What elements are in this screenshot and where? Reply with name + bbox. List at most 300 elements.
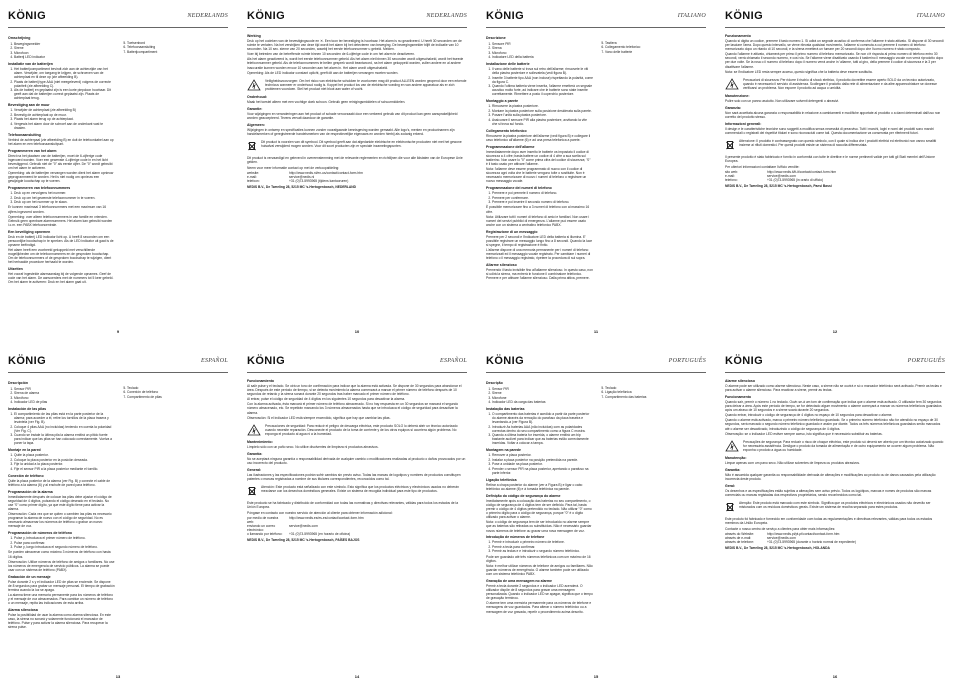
paragraph: O alarme pode ser utilizado como alarme silencioso. Neste caso, a sirene não se ouvirá e só o marcador telefónico será activado. Premir as teclas e para activar o alarme silencioso. Para reactivar a sirene, premir as teclas. — [725, 383, 942, 393]
paragraph: Premere per 2 secondi e l'indicatore LED della batteria si illumina. E' possibile registrare un messaggio lungo fino a 8 secondi. Quando la luce si spegne, il tempo di registrazione è finito. — [486, 234, 593, 247]
page-header — [8, 10, 228, 28]
paragraph: La alarma tiene una memoria permanente para los números de teléfono y el mensaje de voz almacenados. Para cambiar un número de teléfono o un mensaje, repita las indicaciones de esta arriba. — [8, 593, 114, 606]
manual-page — [0, 0, 236, 340]
contact-value: http://www.nedis.it/it-it/contact/contact-form.htm — [767, 169, 837, 174]
numbered-list — [492, 42, 593, 60]
paragraph: Non sarà accettata alcuna garanzia o responsabilità in relazione a cambiamenti e modifiche apportate al prodotto o a danni determinati dall'uso non corretto del prodotto stesso. — [725, 111, 941, 120]
section-heading: Ligação telefónica — [486, 477, 517, 482]
page-number: 14 — [354, 674, 360, 679]
list-item: 2. Sirene — [14, 46, 115, 50]
list-item: 2. Premir a tecla para confirmar. — [492, 545, 593, 549]
section-heading: Alarme silencioso — [725, 378, 755, 383]
section-heading: Funcionamiento — [247, 378, 275, 383]
paragraph: È possibile memorizzare fino a 3 numeri di telefono con al massimo 16 cifre. — [486, 205, 590, 214]
list-item: 1. Pulse y, introduzca el primer número de teléfono. — [14, 536, 115, 540]
paragraph: Opmerking: voer alleen telefoonnummers in van familie en vrienden. Gebruik geen openbare alarmnummers. Het alarm kan gebruikt worden i.c.m. een PABX telefooncentrale. — [8, 214, 113, 227]
contact-value: service@nedis.com — [289, 523, 318, 528]
electric-hazard-icon — [247, 79, 261, 91]
paragraph: Het vooraf ingestelde alarmaanslag bij de volgende opnames. Geef de code van het alarm. De aanvoerders met de nummers tot 5 keer gebeld. Om het alarm te activeren: Druk en het alarm gaat uit. — [8, 272, 114, 285]
contact-label: e-mail: — [247, 174, 257, 179]
paragraph: Imediatamente após a colocação das baterias no seu compartimento, o código de segurança de 4 dígitos tem de ser definido. Para tal, basta premir o código de 4 dígitos pretendido no teclado. Não utilizar "0" como o primeiro dígito para o código de segurança, porque "0" é o dígito utilizado para activar o alarme. — [486, 498, 592, 520]
paragraph: Rimuovere la piastra posteriore dell'allarme (vedi figura B) e collegare il cavo telefonico all'allarme (6) e ad una presa telefonica a parete. — [486, 133, 591, 142]
right-column — [121, 34, 228, 286]
page-header — [247, 10, 467, 28]
paragraph: Direct na het plaatsen van de batterijen, moet de 6-cijferige code ingevoerd worden. Voer een gewenste 4-cijferige code in en het licht bevestiggend. Gebruik niet de "0" als eerste cijfer. De "0" wordt gebruikt om het alarm te activeren. — [8, 153, 113, 171]
list-item: 7. Vano delle batterie — [605, 50, 706, 54]
company-address: NEDIS B.V., De Tweeling 28, 5215 MC 's-Hertogenbosch, NEDERLAND — [247, 184, 357, 189]
section-heading: Manutenção: — [725, 456, 747, 461]
contact-value: +31 (0)73-5993965 (en horario de oficina) — [289, 532, 351, 537]
list-item: 5. Tastiera — [605, 41, 706, 45]
numbered-list — [14, 387, 115, 405]
page-body — [247, 379, 467, 542]
paragraph: Als het alarm geactiveerd is, wordt het eerste telefoonnummer gebeld. Als het alarm niet binnen 30 seconden wordt uitgeschakeld, wordt het tweede telefoonnummer gebeld. Als de telefoonnummers te bellen gesprek wordt beantwoord, na het alarm gekoppeld worden, zullen andere en al andere inaccuratie kunnen worden ervoor 10 seconden aan het alarm in. Het alarm wordt uitgeschakeld. — [247, 57, 464, 70]
section-heading: General: — [247, 467, 262, 472]
numbered-list — [127, 386, 228, 399]
electric-hazard-icon — [247, 424, 261, 436]
paragraph: Observación: Cada vez que se quiten o cambien las pilas es necesario programar la alarma de nuevo con el código de seguridad. No es necesario almacenar los números de teléfono o grabar un nuevo mensaje de voz. — [8, 512, 112, 529]
section-heading: Gravação de uma mensagem no alarme — [486, 578, 552, 583]
page-header — [8, 355, 228, 373]
list-item: 2. Druk op om het gewenste telefoonnummer in te voeren. — [14, 196, 115, 200]
numbered-list — [14, 108, 115, 130]
brand-name: KÖNIG — [486, 10, 525, 22]
list-item: 4. Indicatore LED della batteria — [492, 55, 593, 59]
list-item: 2. Bevestig de achterplaat op de muur. — [14, 113, 115, 117]
section-heading: Garanzia: — [725, 106, 741, 110]
list-item: 1. Premir e introduzir o primeiro número de telefone. — [492, 540, 593, 544]
list-item: 1. Sensore PIR — [492, 42, 593, 46]
paragraph: Pode ser guardado até três números telefónicos com um máximo de 16 dígitos. — [486, 554, 591, 563]
paragraph: Observación: Si el indicador LED está siempre encendido, significa que hay que cambiar las pilas. — [247, 415, 391, 420]
brand-logo — [8, 355, 46, 369]
section-heading: Instalação das baterias — [486, 406, 525, 411]
language-label: ESPAÑOL — [201, 358, 228, 364]
contact-value: service@nedis.com — [767, 535, 796, 540]
numbered-list — [605, 41, 706, 54]
paragraph: Quite la placa posterior de la alarma (ver Fig. B) y conecte el cable de teléfono a la alarma (6) y al enchufe de pared para teléfono. — [8, 478, 111, 487]
section-heading: Programmeren van telefoonnummers — [8, 186, 71, 191]
list-item: 3. Micrófono — [14, 396, 115, 400]
paragraph: Wijzigingen in ontwerp en specificaties kunnen zonder voorafgaande kennisgeving worden gemaakt. Alle logo's, merken en productnamen zijn handelsmerken of geregistreerde handelsmerken van de respectievelijke eigenaars en worden hierbij als zodanig erkend. — [247, 128, 455, 137]
contact-label: telefono: — [725, 177, 738, 182]
list-item: 3. Pulse y, luego introduzca el segundo número de teléfono. — [14, 545, 115, 549]
contact-value: service@nedis.com — [767, 173, 796, 178]
paragraph: Voer bij betreden van de betreffende ruimte binnen 10 seconden de 6-cijferige code in om het alarm te deactiveren. — [247, 52, 416, 57]
paragraph: Os desenhos e as especificações estão sujeitos a alterações sem aviso prévio. Todos os logótipos, marcas e nomes de produtos são marcas comerciais ou marcas registadas dos respectivos proprietários, sendo reconhecidos como tal. — [725, 489, 932, 498]
section-heading: Programmazione dell'allarme — [486, 144, 535, 149]
manual-page — [478, 0, 714, 340]
list-item: 4. Prender o sensor PIR na placa posterior, apertando o parafuso na parte inferior. — [492, 467, 593, 475]
left-column — [486, 379, 593, 615]
section-heading: Bevestiging aan de muur — [8, 103, 50, 108]
contact-label: sito web: — [725, 169, 739, 174]
paragraph: Quando si digita un codice, premere il tasto numero 1. Si udirà un segnale acustico di conferma che l'allarme è stato attivato. Si dispone di 30 secondi per lasciare l'area. Dopo questo intervallo, se viene rilevata qualsiasi movimento, l'allarme si commuta a cui premere il numero di telefono memorizzato dopo un ritardo di 10 secondi, e la sirena emetterà un fumare per 20 secondi dopo che l'uomo numero è stato composto. — [725, 38, 944, 52]
paragraph: Este producto se ha fabricado y distribuido de conformidad con todas las normativas y directivas relevantes, válidas para todos los estados de la Unión Europea. — [247, 501, 459, 510]
section-heading: Collegamento telefonico — [486, 128, 527, 133]
section-heading: Montaje en la pared — [8, 448, 41, 453]
language-label: NEDERLANDS — [426, 13, 467, 19]
list-item: 3. Premere e poi inserire il secondo numero di telefono. — [492, 200, 593, 204]
company-address: NEDIS B.V., De Tweeling 28, 5215 MC 's-Hertogenbosch, PAÍSES BAJOS — [247, 537, 360, 542]
paragraph: Contacte o nosso centro de serviço a clientes para obter mais informações: — [725, 526, 836, 531]
warning-text: Precauciones de seguridad: Para reducir el peligro de descarga eléctrica, este producto SOLO lo deberá abrir un técnico autorizado cuando necesite reparación. Desconecte el producto de la toma de corriente y de los otros equipos si ocurriera algún problema. No exponga el producto al agua ni a la humedad. — [265, 423, 458, 437]
brand-logo — [486, 355, 524, 369]
numbered-list — [605, 386, 706, 399]
warning-text: Precauzioni di sicurezza: Per ridurre il rischio di shock elettrico, il prodotto dovrebbe essere aperto SOLO da un tecnico autorizzato, quando è necessario il servizio di assistenza. Scollegare il prodotto dalla rete di alimentazione e da altre apparecchiature se dovesse verificarsi un problema. Non esporre il prodotto ad acqua o umidità. — [743, 77, 937, 91]
paragraph: Se pueden almacenar como máximo 3 números de teléfono con hasta 16 dígitos. — [8, 550, 111, 559]
list-item: 6. Collegamento telefonico — [605, 45, 706, 49]
section-heading: Garantia: — [725, 467, 741, 472]
section-heading: Onderhoud: — [247, 95, 268, 100]
contact-value: +31 (0)73-5993965 (tijdens kantooruren) — [289, 178, 349, 183]
contact-label: através de e-mail: — [725, 535, 752, 540]
paragraph: Nota: o código de segurança tem de ser introduzido no alarme sempre que as baterias são retiradas ou substituídas. Não é necessário guardar novos números de telefone ou gravar uma nova mensagem de voz. — [486, 520, 592, 533]
brand-logo — [725, 10, 763, 24]
section-heading: Conexión de teléfono — [8, 473, 44, 478]
section-heading: Informazioni generali: — [725, 121, 762, 126]
paragraph: Al salir pulse y el teclado. Se oirá un tono de confirmación para indicar que la alarma está activada. Se dispone de 30 segundos para abandonar el área. Después de este periodo de tiempo, si se detecta movimiento la alarma comenzará a marcar el primer número de teléfono después de 10 segundos de retardo y la sirena sonará durante 20 segundos tras haber marcado el primer número de teléfono. — [247, 383, 462, 397]
section-heading: Alarma silenciosa — [8, 607, 38, 612]
numbered-list — [492, 453, 593, 475]
paragraph: Quando sair, premir o número 1 no teclado. Ouvir-se-á um tom de confirmação que indica que o alarme está activado. O utilizador tem 30 segundos para deixar a área. Após este período de tempo, se for detectado algum movimento o alarme começará a marcar os números telefónicos guardados após um atraso de 10 segundos e a sirene soará durante 20 segundos. — [725, 399, 942, 413]
list-item: 2. Coloque la placa posterior en la posición deseada. — [14, 458, 115, 462]
list-item: 3. Fije la unidad a la placa posterior. — [14, 462, 115, 466]
paragraph: Druk op het codeken van de bevestigingscode en ✕. Een toon ter bevestiging is hoorbaar. Het alarm is nu geactiveerd. U heeft 30 seconden om de ruimte te verlaten. Na het verstrijken van deze tijd wordt het alarm bij het detecteren van beweging. De bewegingsmelder blijft de indicatie van 10 seconden. Na 10 sec. sterne van 20 seconden, waarbij het eerste telefoonnummer u gebeld. Melden. — [247, 38, 462, 52]
list-item: 1. Bewegingsmelder — [14, 42, 115, 46]
page-number: 16 — [832, 674, 838, 679]
language-label: ITALIANO — [916, 13, 945, 19]
brand-name: KÖNIG — [725, 10, 764, 22]
page-number: 13 — [115, 674, 121, 679]
paragraph: Límpielo sólo con un paño seco. No utilice disolventes de limpieza ni productos abrasivos. — [247, 445, 379, 450]
contact-row — [247, 524, 467, 532]
list-item: 4. Fije el sensor PIR a la placa posterior mediante el tornillo. — [14, 467, 115, 471]
contact-row — [725, 178, 945, 182]
section-heading: Funcionamento — [725, 394, 752, 399]
list-item: 3. Microfone — [492, 396, 593, 400]
list-item: 1. Il vano delle batterie si trova sul retro dell'allarme; rimuovete le viti della piastra posteriore e sollevatela (vedi figura B). — [492, 67, 593, 75]
list-item: 4. Batterij LED indicator — [14, 55, 115, 59]
paragraph: Pulse durante 2 s y el indicador LED de pilas se enciende. Se dispone de 8 segundos para grabar un mensaje personal. El tiempo de grabación termina cuando la luz se apaga. — [8, 579, 115, 592]
paragraph: Dit product is vervaardigd en geleverd in overeenstemming met de relevante reglementen en richtlijnen die voor alle lidstaten van de Europese Unie gelden. — [247, 156, 463, 165]
right-column — [599, 379, 706, 615]
paragraph: Premendo il tasto invisibile fino all'allarme silenzioso. In questo caso, non si udirà la sirena, ma entrerà in funzione il combinatore telefonico. Premere e per attivare l'allarme silenzioso. Dalla prima attiva, premere. — [486, 268, 593, 281]
list-item: 2. Inserite 3 batterie tipo AAA (non incluse) rispettando la polarità, come da figura C. — [492, 76, 593, 84]
contact-label: e-mail: — [725, 173, 735, 178]
list-item: 4. Indicador LED da carga das baterias — [492, 400, 593, 404]
list-item: 3. Plaats het alarm terug op de achterplaat. — [14, 117, 115, 121]
paragraph: Retirar a chapa posterior do alarme (ver a Figura B) e ligar o cabo telefónico ao alarme (6) e à tomada telefónica na parede. — [486, 482, 583, 491]
paragraph: Pulire solo con un panno asciutto. Non utilizzare solventi detergenti o abrasivi. — [725, 99, 839, 104]
crossed-bin-icon — [247, 485, 257, 497]
list-item: 2. Plaats de batterij type AAA (niet meegeleverd) volgens de correcte polariteit (zie afbeelding C). — [14, 80, 115, 88]
section-heading: Allarme silenzioso — [486, 262, 517, 267]
warning-text: Precauções de segurança: Para reduzir o risco de choque eléctrico, este produto só deverá ser aberto por um técnico autorizado quando for necessária assistência. Desligue o produto da tomada de alimentação e de outro equipamento se ocorrer algum problema. Não exponha o produto a água ou humidade. — [743, 439, 944, 452]
section-heading: Garantía: — [247, 452, 263, 456]
safety-warning — [725, 78, 945, 90]
safety-warning — [247, 424, 467, 436]
brand-name: KÖNIG — [486, 355, 525, 367]
numbered-list — [14, 42, 115, 60]
numbered-list — [14, 67, 115, 101]
list-item: 1. Verwijder de achterplaat (zie afbeelding B) — [14, 108, 115, 112]
electric-hazard-icon — [725, 440, 739, 452]
contact-row — [247, 532, 467, 536]
numbered-list — [14, 453, 115, 471]
warning-text: Veiligheidsvoorzorgen: Om het risico van elektrische schokken te voorkomen mag dit product ALLEEN worden geopend door een erkende technicus wanneer er onderhoud nodig is. Koppel het product los van de elektrische voeding en van andere apparatuur als er zich problemen voordoen. Stel het product niet bloot aan water of vocht. — [265, 78, 467, 92]
numbered-list — [492, 191, 593, 204]
section-heading: Uitzetten — [8, 267, 23, 272]
page-body — [725, 379, 945, 550]
section-heading: Descrição — [486, 381, 503, 386]
list-item: 2. Instalar a placa posterior na posição pretendida na parede. — [492, 458, 593, 462]
contact-value: http://www.nedis.pt/pt-pt/contact/contact-form.htm — [767, 531, 840, 536]
numbered-list — [492, 104, 593, 126]
section-heading: Algemeen: — [247, 122, 265, 127]
list-item: 6. Telefoonaansluiting — [127, 45, 228, 49]
section-heading: Programmeren van het alarm — [8, 148, 57, 153]
section-heading: Telefoonaansluiting — [8, 132, 41, 137]
list-item: 5. Toetsenbord — [127, 41, 228, 45]
list-item: 3. Quando l'ultima batteria viene inserita, l'allarme emetterà un segnale acustico molto forte, ad indicare che le batterie sono state inserite correttamente. Rimettere a posto il coperchio posteriore. — [492, 84, 593, 96]
weee-notice — [725, 501, 945, 513]
manual-page — [717, 0, 953, 340]
section-heading: Montagem na parede — [486, 448, 522, 453]
section-heading: Installatie van de batterijen — [8, 61, 53, 66]
list-item: 3. Microfono — [492, 51, 593, 55]
list-item: 1. El compartimiento de las pilas está en la parte posterior de la alarma; para acceder a él, retire los tornillos de la placa trasera y levántela (ver Fig. B). — [14, 412, 115, 424]
section-heading: Descripción — [8, 381, 29, 386]
list-item: 1. Premere e poi premete il numero di telefono. — [492, 191, 593, 195]
paragraph: Nota: se l'indicatore LED resta sempre acceso, questo significa che la batteria deve essere sostituita. — [725, 69, 873, 74]
language-label: ESPAÑOL — [440, 358, 467, 364]
weee-notice — [247, 140, 467, 152]
language-label: PORTUGUÊS — [907, 358, 945, 364]
paragraph: Druk en de batterij LED indicator licht op. U heeft 8 seconden om een persoonlijke boodschap in te spreken. Als de LED indicator uit gaat is de opname beëindigd. — [8, 234, 114, 247]
language-label: NEDERLANDS — [187, 13, 228, 19]
list-item: 2. Premere per confermare. — [492, 196, 593, 200]
paragraph: Il presente prodotto è stato fabbricato e fornito in conformità con tutte le direttive e le norme pertinenti valide per tutti gli Stati membri dell'Unione Europea. — [725, 155, 935, 164]
page-number: 10 — [354, 329, 360, 334]
weee-notice — [247, 485, 467, 497]
section-heading: Definição do código de segurança do alarme — [486, 493, 561, 498]
list-item: 2. Introduzir As baterias AAA (não incluídas) com as polaridades correctas dentro do seu compartimento como a figura C mostra. — [492, 425, 593, 433]
list-item: 4. Vergewis het alarm door de schroef aan de onderkant vast te draaien. — [14, 122, 115, 130]
two-column-body — [8, 34, 228, 286]
weee-text: Atenção: Este produto está marcado com este símbolo. Significa que os produtos eléctricos e electrónicos usados não deverão ser misturados com os resíduos domésticos gerais. Existe um sistema de recolha separado para estes produtos. — [739, 501, 931, 510]
numbered-list — [14, 191, 115, 204]
brand-name: KÖNIG — [8, 10, 47, 22]
paragraph: Pulse la posibilidad de usar la alarma como alarma silenciosa. En este caso, la sirena no sonará y solamente funcionará el marcador de teléfono. Pulse y para activar la alarma silenciosa. Para recuperar la sirena pulse. — [8, 613, 111, 630]
two-column-body — [486, 34, 706, 282]
right-column — [121, 379, 228, 631]
page-body — [725, 34, 945, 188]
right-column — [599, 34, 706, 282]
paragraph: Póngase en contacto con nuestro servicio de atención al cliente para obtener información adicional: — [247, 510, 393, 515]
list-item: 1. Sensor PIR — [14, 387, 115, 391]
page-header — [725, 355, 945, 373]
paragraph: Premir a tecla durante 2 segundos e o indicador LED acenderá. O utilizador dispõe de 8 segundos para gravar uma mensagem personalizada. Quando o indicador LED se apagar, significa que o tempo de gravação terminou. — [486, 583, 593, 601]
numbered-list — [492, 67, 593, 97]
page-number: 12 — [832, 329, 838, 334]
two-column-body — [486, 379, 706, 615]
paragraph: Nota: é melhor utilizar números de telefone de amigos ou familiares. Não guardar números de emergência. O alarme também pode ser utilizado com um sistema telefónico PABX. — [486, 563, 593, 576]
list-item: 2. Montare la piastra posteriore sulla posizione desiderata sulla parete. — [492, 109, 593, 113]
company-address: NEDIS B.V., De Tweeling 28, 5215 MC 's-Hertogenbosch, Paesi Bassi — [725, 183, 832, 188]
list-item: 1. O compartimento das baterias é acedido a partir da parte posterior do alarme através da remoção do parafuso da placa traseira e levantando-a (ver Figura B). — [492, 412, 593, 424]
paragraph: O alarme tem uma memória permanente para os números de telefone e mensagens de voz guardados. Para alterar o número telefónico ou a mensagem de voz gravada, repetir o procedimento acima descrito. — [486, 601, 592, 614]
paragraph: L'allarme dispone di una memoria permanente per i numeri di telefono memorizzati ed il messaggio vocale registrato. Per cambiare i numeri di telefono o il messaggio registrato, ripetere la procedura di sul sopra. — [486, 248, 591, 261]
paragraph: Verbind de achterpaal (zie afbeelding B) en duit de telefoonkabel aan op het alarm en een telefoonaansluitpunt. — [8, 137, 114, 146]
page-number: 11 — [593, 329, 599, 334]
manual-page — [478, 345, 714, 685]
paragraph: Las ilustraciones y las especificaciones podrán sufrir cambios sin previo aviso. Todas las marcas de logotipos y nombres de productos constituyen patentes o marcas registradas a nombre de sus titulares correspondientes, reconocidos como tal. — [247, 473, 461, 482]
paragraph: Opmerking: Als de LED indicator constant oplicht, geeft dit aan de batterijen vervangen moeten worden. — [247, 70, 399, 75]
section-heading: Introdução de números de telefone — [486, 535, 545, 540]
contact-label: o llamando por teléfono: — [247, 532, 283, 537]
list-item: 1. Quite la placa posterior. — [14, 453, 115, 457]
weee-text: Attenzione: Il prodotto è contrassegnato con questo simbolo, con il quale si indica che i prodotti elettrici ed elettronici non vanno smaltiti insieme ai rifiuti domestici. Per questi prodotti esiste un sistema di raccolta differenziata. — [739, 139, 937, 148]
weee-text: Dit product is voorzien van dit symbool. Dit symbool geeft aan dat afgedankte elektrische en elektronische producten niet met het gewone huisafval verwijderd mogen worden. Voor dit soort producten zijn er speciale inzamelingspunten. — [261, 140, 462, 149]
contact-row — [247, 179, 467, 183]
contact-value: service@nedis.nl — [289, 174, 315, 179]
manual-page — [239, 0, 475, 340]
crossed-bin-icon — [725, 501, 735, 513]
brand-name: KÖNIG — [725, 355, 764, 367]
contact-label: por medio de nuestra web: — [247, 515, 279, 524]
language-label: PORTUGUÊS — [668, 358, 706, 364]
contact-label: enviando un correo electrónico: — [247, 523, 276, 533]
list-item: 1. Het batterijcompartiment bevindt zich aan de achterzijde van het alarm. Verwijder, om toegang te krijgen, de schroeven van de achterplaat en til deze op (zie afbeelding B). — [14, 67, 115, 79]
contact-value: +31 (0)73-5993965 (in orario di ufficio) — [767, 177, 824, 182]
list-item: 1. Druk op en vervolgens het nummer. — [14, 191, 115, 195]
contact-label: telefoon: — [247, 178, 260, 183]
paragraph: Al entrar, pulse el código de seguridad de 4 dígitos en los siguientes 10 segundos para desactivar la alarma. — [247, 397, 406, 402]
language-label: ITALIANO — [677, 13, 706, 19]
list-item: 2. Sirena — [492, 46, 593, 50]
section-heading: Programmazione dei numeri di telefono — [486, 186, 552, 191]
contact-label: através do Website: — [725, 531, 755, 536]
list-item: 2. Sirene — [492, 391, 593, 395]
section-heading: Registrazione di un messaggio — [486, 229, 538, 234]
two-column-body — [8, 379, 228, 631]
paragraph: Het alarm heeft een voorbeeld gekoppeld met verschillende mogelijkheden om de telefoonnummers en de gesproken boodschap. Om de telefoonnummers of de gesproken boodschap te wijzigen, dient het herhaalde procedure herhaald te worden. — [8, 248, 112, 265]
section-heading: Descrizione — [486, 36, 506, 41]
list-item: 2. Pulse para confirmar. — [14, 541, 115, 545]
section-heading: Funzionamento — [725, 33, 751, 38]
paragraph: Quando o alarme está activado, marca o primeiro número telefónico guardado. Se o primeiro número telefónico não for atendido no espaço de 30 segundos, será marcado o segundo número telefónico guardado e assim por diante. Todos os três números telefónicos guardados serão marcados até o alarme ser desactivado, introduzindo o código de segurança de 4 dígitos. — [725, 418, 941, 431]
list-item: 1. Remover a placa posterior. — [492, 453, 593, 457]
paragraph: Observación: Utilice números de teléfono de amigos o familiares. No use los números de emergencia de servicio públicos. La alarma se puede usar con un sistema de teléfono (PABX). — [8, 559, 115, 572]
list-item: 6. Conexión de teléfono — [127, 390, 228, 394]
brand-name: KÖNIG — [247, 355, 286, 367]
paragraph: Maak het toestel alleen met een vochtige doek schoon. Gebruik geen reinigingsmiddelen of schuurmiddelen. — [247, 100, 406, 105]
list-item: 3. Microfoon — [14, 51, 115, 55]
list-item: 1. Sensor PIR — [492, 387, 593, 391]
paragraph: Este produto foi fabricado e fornecido em conformidade com todas as regulamentações e directivas relevantes, válidas para todos os estados membros da União Europeia. — [725, 517, 933, 526]
list-item: 2. Coloque 4 pilas AAA (no incluidas) teniendo en cuenta la polaridad (Ver Fig. C). — [14, 425, 115, 433]
paragraph: Immediatamente dopo aver inserito le batterie va impostato il codice di sicurezza a 4 cifre; basta battere un codice di 4 cifre a sua scelta sul tastierino. Non usare lo "0" come prima cifra del codice di sicurezza; "0" è il tasto usato per attivare l'allarme. — [486, 149, 591, 166]
paragraph: Opmerking: als de batterijen vervangen worden dient het alarm opnieuw geprogrammeerd te worden. Het is niet nodig om opnieuw een gewijzigde koodschap op te voeren. — [8, 171, 114, 184]
list-item: 4. Indicador LED de pilas — [14, 400, 115, 404]
contact-row — [247, 516, 467, 524]
safety-warning — [247, 79, 467, 91]
section-heading: Geral: — [725, 483, 736, 488]
page-header — [486, 355, 706, 373]
numbered-list — [492, 387, 593, 405]
left-column — [8, 379, 115, 631]
brand-name: KÖNIG — [8, 355, 47, 367]
list-item: 3. Quando a última bateria for inserida, o alarme emitirá um bip bastante audível para indicar que as baterias estão correctamente inseridas. Voltar a colocar a tampa. — [492, 433, 593, 445]
contact-value: +31 (0)73-5993965 (durante o horário normal de expediente) — [767, 539, 856, 544]
weee-text: Atención: Este producto está señalizado con este símbolo. Esto significa que los productos eléctricos y electrónicos usados no deberán mezclarse con los desechos domésticos generales. Existe un sistema de recogida individual para este tipo de productos. — [261, 485, 459, 494]
page-number: 9 — [116, 329, 120, 334]
brand-logo — [725, 355, 763, 369]
crossed-bin-icon — [247, 140, 257, 152]
numbered-list — [492, 540, 593, 553]
page-header — [486, 10, 706, 28]
contact-value: http://www.nedis.nl/en-us/contact/contact-form.htm — [289, 170, 363, 175]
brand-logo — [486, 10, 524, 24]
section-heading: Manutenzione: — [725, 94, 750, 99]
list-item: 5. Teclado — [127, 386, 228, 390]
paragraph: Quando l'allarme è attivato, chiamerà per primo il primo numero di telefono memorizzato. Se non c'è risposta al primo numero di telefono entro 30 secondi, verrà chiamato il secondo numero, e così via. Se l'allarme viene disattivato usando il tastierino il messaggio vocale non verrà riprodotto dopo per due volte. Se la rosa o il numero di telefono dopo il numero verrà anche in 'allarme, tutti al giro, della premere il codice di sicurezza e la 3 per disattivare l'allarme. — [725, 52, 944, 69]
numbered-list — [127, 41, 228, 54]
safety-warning — [725, 440, 945, 452]
list-item: 2. Sirena de alarma — [14, 391, 115, 395]
page-number: 15 — [593, 674, 599, 679]
list-item: 3. Als de batterij en geplaatst zijn is een korte piepdoon hoorbaar. Dit geeft aan dat de batterijen correct geplaatst zijn. Plaats de achterplaat terug. — [14, 88, 115, 100]
paragraph: Con la alarma activada, ésta marcará el primer número de teléfono almacenado. Si no hay respuesta en un 30 segundos se marcará el segundo número almacenado, etc. Se repetirán marcando los 3 números almacenados hasta que se introduzca el código de seguridad para desactivar la alarma. — [247, 402, 459, 415]
brand-logo — [247, 10, 285, 24]
list-item: 1. Rimuovere la piastra posteriore. — [492, 104, 593, 108]
paragraph: Voor wijzigingen en veranderingen aan het product of schade veroorzaakt door een verkeerd gebruik van dit product kan geen aansprakelijkheid worden geaccepteerd. Tevens vervalt daardoor de garantie. — [247, 112, 458, 121]
numbered-list — [14, 536, 115, 549]
paragraph: Il design e le caratteristiche tecniche sono soggetti a modifica senza necessità di preavviso. Tutti i marchi, loghi e nomi dei prodotti sono marchi commerciali o registrati dei rispettivi titolari e sono riconosciuti come tali. Questa documentazione va conservata per riferimenti futuri. — [725, 127, 934, 136]
list-item: 7. Batterijcompartiment — [127, 50, 228, 54]
paragraph: Observação: se o indicador LED estiver sempre aceso, isto significa que é necessário substituir as baterias. — [725, 431, 883, 436]
page-header — [247, 355, 467, 373]
section-heading: Garantie: — [247, 107, 263, 111]
section-heading: Werking — [247, 33, 261, 38]
left-column — [486, 34, 593, 282]
section-heading: Programación de la alarma — [8, 489, 53, 494]
contact-value: http://www.nedis.es/es-es/contact/contact-form.htm — [289, 515, 364, 520]
paragraph: Nota: l'allarme deve essere programmato di nuovo con il codice di sicurezza ogni volta che le batterie vengono tolte o sostituite. Non è necessario memorizzare di nuovo i numeri di telefono o registrare un nuovo messaggio vocale. — [486, 167, 587, 184]
brand-logo — [247, 355, 285, 369]
section-heading: Montaggio a parete — [486, 99, 519, 104]
paragraph: Neem voor meer informatie contact op met de verkoopafdeling: — [247, 165, 340, 170]
list-item: 4. Assicurare il sensore PIR alla piastra posteriore, avvitando la vite che si trova sul fondo. — [492, 118, 593, 126]
list-item: 7. Compartimento das baterias — [605, 395, 706, 399]
company-address: NEDIS B.V., De Tweeling 28, 5215 MC 's-Hertogenbosch, HOLANDA — [725, 545, 830, 550]
manual-page — [717, 345, 953, 685]
contact-row — [725, 540, 945, 544]
list-item: 3. Pose a unidade na placa posterior. — [492, 462, 593, 466]
contact-label: através de telefone: — [725, 539, 754, 544]
page-body — [247, 34, 467, 189]
section-heading: Instalación de las pilas — [8, 406, 47, 411]
manual-page — [239, 345, 475, 685]
brand-name: KÖNIG — [247, 10, 286, 22]
list-item: 3. Posare l'unità sulla piastra posteriore. — [492, 113, 593, 117]
paragraph: No se aceptará ninguna garantía o responsabilidad derivada de cualquier cambio o modificaciones realizadas al producto o daños provocados por un uso incorrecto del producto. — [247, 457, 466, 466]
manual-page — [0, 345, 236, 685]
section-heading: Mantenimiento: — [247, 440, 273, 445]
list-item: 3. Premir as teclas e e introduzir o segundo número telefónico. — [492, 549, 593, 553]
paragraph: Per ulteriori informazioni contattare l'ufficio vendite: — [725, 164, 800, 169]
